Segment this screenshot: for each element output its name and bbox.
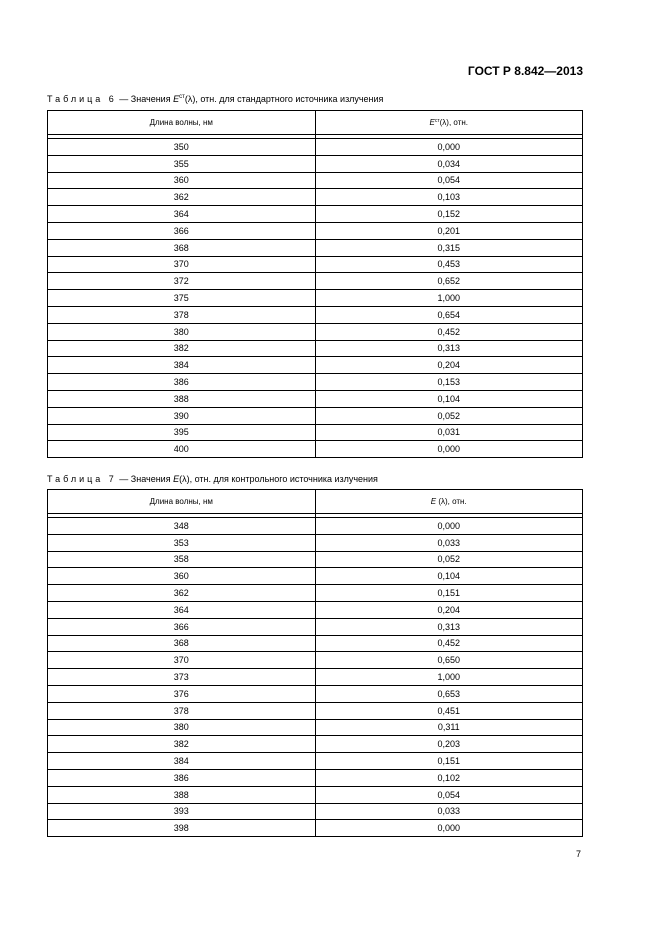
value-cell: 0,054 [315, 786, 583, 803]
wavelength-cell: 393 [48, 803, 316, 820]
table-row [48, 206, 583, 223]
value-cell: 0,452 [315, 323, 583, 340]
wavelength-cell: 366 [48, 618, 316, 635]
wavelength-cell: 348 [48, 518, 316, 535]
value-cell: 0,654 [315, 306, 583, 323]
value-cell: 0,033 [315, 803, 583, 820]
table-row [48, 256, 583, 273]
wavelength-cell: 398 [48, 820, 316, 837]
table7-col-wavelength: Длина волны, нм [48, 490, 316, 514]
wavelength-cell: 370 [48, 652, 316, 669]
wavelength-cell: 358 [48, 551, 316, 568]
table6-col-value-sup: ст [434, 118, 440, 124]
value-cell: 0,152 [315, 206, 583, 223]
wavelength-cell: 372 [48, 273, 316, 290]
wavelength-cell: 364 [48, 206, 316, 223]
wavelength-cell: 355 [48, 155, 316, 172]
wavelength-cell: 390 [48, 407, 316, 424]
wavelength-cell: 366 [48, 222, 316, 239]
page-number: 7 [575, 849, 581, 859]
value-cell: 0,104 [315, 390, 583, 407]
wavelength-cell: 380 [48, 719, 316, 736]
wavelength-cell: 368 [48, 239, 316, 256]
table6-caption-sup: ст [179, 94, 185, 100]
wavelength-cell: 384 [48, 357, 316, 374]
value-cell: 0,102 [315, 769, 583, 786]
value-cell: 0,103 [315, 189, 583, 206]
value-cell: 0,052 [315, 407, 583, 424]
wavelength-cell: 370 [48, 256, 316, 273]
wavelength-cell: 360 [48, 172, 316, 189]
table-row [48, 139, 583, 156]
table-row [48, 518, 583, 535]
table-row [48, 424, 583, 441]
table-row [48, 306, 583, 323]
table7-caption-rest: , отн. для контрольного источника излучения [189, 474, 378, 484]
table6-header-row [48, 111, 583, 135]
table7-caption-symbol: E [173, 474, 180, 484]
table-row [48, 635, 583, 652]
table-row [48, 719, 583, 736]
value-cell: 0,203 [315, 736, 583, 753]
value-cell: 0,151 [315, 585, 583, 602]
table6 [47, 110, 583, 458]
value-cell: 0,104 [315, 568, 583, 585]
wavelength-cell: 378 [48, 702, 316, 719]
value-cell: 0,201 [315, 222, 583, 239]
value-cell: 0,204 [315, 601, 583, 618]
value-cell: 0,000 [315, 518, 583, 535]
wavelength-cell: 364 [48, 601, 316, 618]
wavelength-cell: 382 [48, 736, 316, 753]
value-cell: 0,000 [315, 820, 583, 837]
wavelength-cell: 378 [48, 306, 316, 323]
table6-body [48, 139, 583, 458]
value-cell: 0,451 [315, 702, 583, 719]
table6-caption-arg: (λ) [184, 94, 196, 104]
value-cell: 0,452 [315, 635, 583, 652]
table-row [48, 374, 583, 391]
wavelength-cell: 362 [48, 189, 316, 206]
table6-col-value-symbol: E [429, 118, 435, 127]
table6-col-wavelength: Длина волны, нм [48, 111, 316, 135]
table-row [48, 820, 583, 837]
value-cell: 0,151 [315, 753, 583, 770]
table-row [48, 786, 583, 803]
wavelength-cell: 368 [48, 635, 316, 652]
table6-caption-rest: , отн. для стандартного источника излучения [195, 94, 384, 104]
value-cell: 0,034 [315, 155, 583, 172]
value-cell: 1,000 [315, 669, 583, 686]
table-row [48, 753, 583, 770]
table7-col-value-rest: (λ), отн. [436, 497, 467, 506]
table-row [48, 568, 583, 585]
value-cell: 0,653 [315, 685, 583, 702]
table-row [48, 172, 583, 189]
table-row [48, 407, 583, 424]
table7-caption-lead: Таблица 7 [47, 474, 117, 484]
table-row [48, 155, 583, 172]
wavelength-cell: 362 [48, 585, 316, 602]
table6-col-value [315, 111, 583, 135]
table7-caption-arg: (λ) [179, 474, 190, 484]
wavelength-cell: 376 [48, 685, 316, 702]
table-row [48, 441, 583, 458]
value-cell: 0,052 [315, 551, 583, 568]
value-cell: 0,204 [315, 357, 583, 374]
table7-col-value [315, 490, 583, 514]
table-row [48, 769, 583, 786]
table6-caption [47, 94, 383, 104]
table-row [48, 534, 583, 551]
value-cell: 0,652 [315, 273, 583, 290]
table-row [48, 601, 583, 618]
table-row [48, 357, 583, 374]
table-row [48, 290, 583, 307]
value-cell: 0,153 [315, 374, 583, 391]
table-row [48, 340, 583, 357]
table7-col-value-symbol: E [430, 497, 437, 506]
value-cell: 0,313 [315, 340, 583, 357]
wavelength-cell: 360 [48, 568, 316, 585]
wavelength-cell: 386 [48, 769, 316, 786]
table6-caption-symbol: E [173, 94, 180, 104]
value-cell: 0,650 [315, 652, 583, 669]
value-cell: 0,000 [315, 139, 583, 156]
wavelength-cell: 380 [48, 323, 316, 340]
table-row [48, 551, 583, 568]
table-row [48, 685, 583, 702]
wavelength-cell: 353 [48, 534, 316, 551]
value-cell: 0,313 [315, 618, 583, 635]
table-row [48, 323, 583, 340]
value-cell: 0,000 [315, 441, 583, 458]
wavelength-cell: 373 [48, 669, 316, 686]
table-row [48, 652, 583, 669]
value-cell: 1,000 [315, 290, 583, 307]
table-row [48, 736, 583, 753]
table7-caption-dash: — Значения [116, 474, 174, 484]
wavelength-cell: 388 [48, 390, 316, 407]
wavelength-cell: 400 [48, 441, 316, 458]
value-cell: 0,311 [315, 719, 583, 736]
table7-header-row [48, 490, 583, 514]
table-row [48, 273, 583, 290]
table-row [48, 803, 583, 820]
table7-body [48, 518, 583, 837]
table-row [48, 702, 583, 719]
table7 [47, 489, 583, 837]
table-row [48, 390, 583, 407]
table6-caption-dash: — Значения [116, 94, 174, 104]
table-row [48, 669, 583, 686]
table7-caption [47, 474, 378, 484]
wavelength-cell: 386 [48, 374, 316, 391]
table-row [48, 618, 583, 635]
document-code: ГОСТ Р 8.842—2013 [467, 64, 583, 78]
value-cell: 0,453 [315, 256, 583, 273]
wavelength-cell: 375 [48, 290, 316, 307]
table-row [48, 239, 583, 256]
value-cell: 0,033 [315, 534, 583, 551]
value-cell: 0,315 [315, 239, 583, 256]
table-row [48, 189, 583, 206]
value-cell: 0,054 [315, 172, 583, 189]
table-row [48, 585, 583, 602]
table-row [48, 222, 583, 239]
value-cell: 0,031 [315, 424, 583, 441]
table6-col-value-rest: (λ), отн. [439, 118, 468, 127]
wavelength-cell: 395 [48, 424, 316, 441]
wavelength-cell: 384 [48, 753, 316, 770]
wavelength-cell: 350 [48, 139, 316, 156]
wavelength-cell: 382 [48, 340, 316, 357]
table6-caption-lead: Таблица 6 [47, 94, 117, 104]
wavelength-cell: 388 [48, 786, 316, 803]
